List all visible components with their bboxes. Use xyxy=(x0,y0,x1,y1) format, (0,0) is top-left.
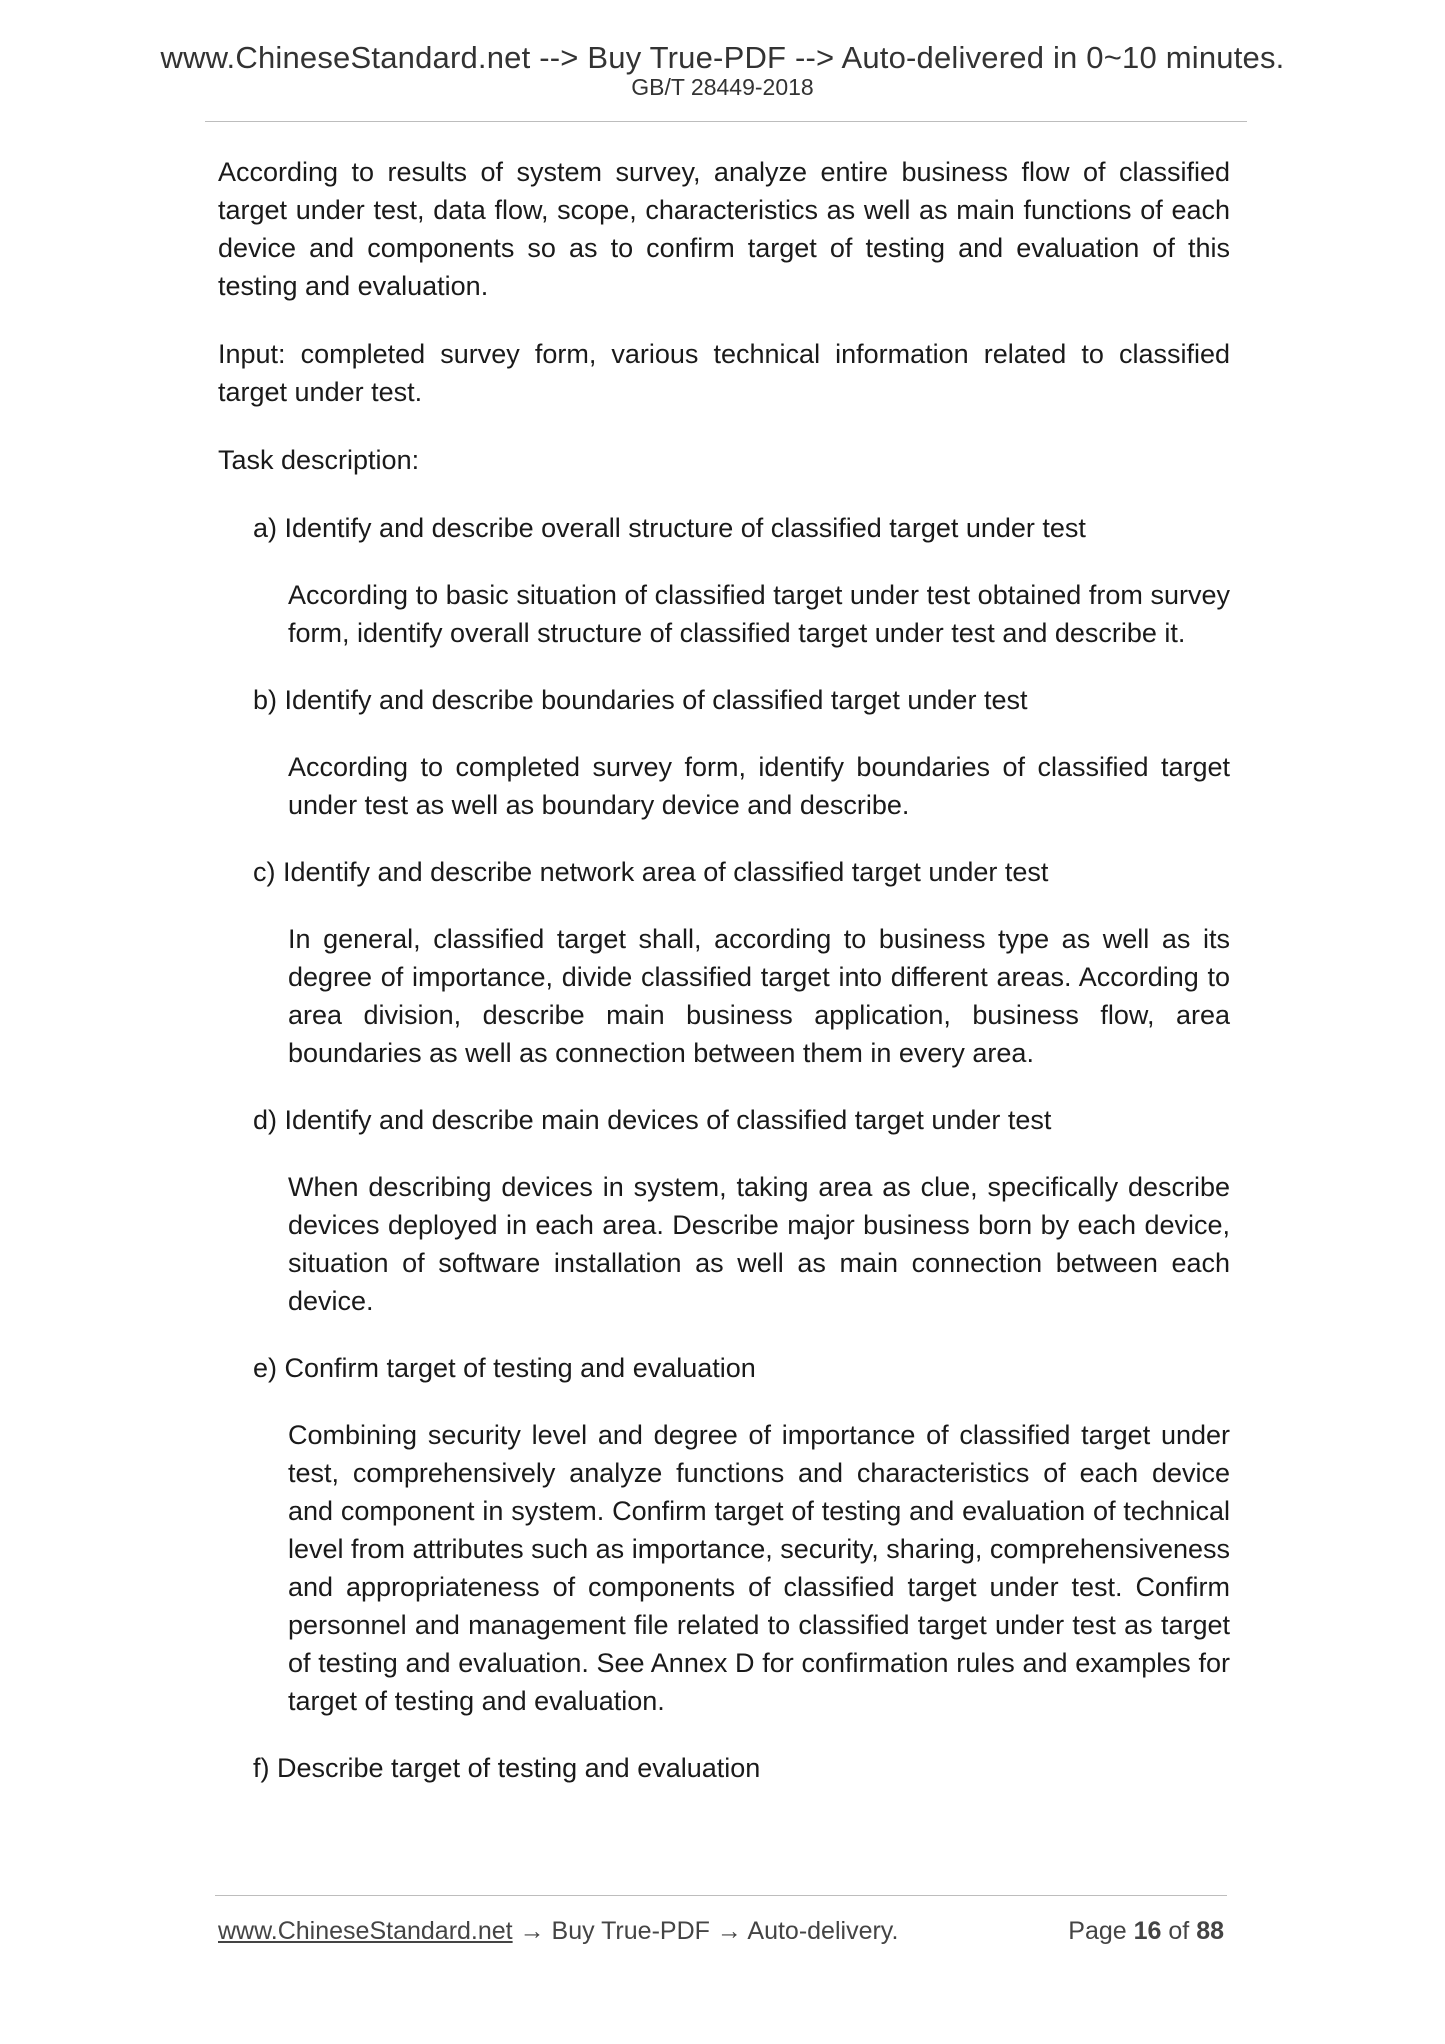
input-paragraph: Input: completed survey form, various technical information related to classified target under test. xyxy=(218,339,1230,407)
page-indicator xyxy=(1068,1917,1224,1946)
page-label: Page xyxy=(1068,1917,1127,1945)
standard-code: GB/T 28449-2018 xyxy=(631,74,814,100)
document-body xyxy=(218,153,1230,1816)
footer-site-link[interactable]: www.ChineseStandard.net xyxy=(218,1917,513,1945)
list-item-b-heading: b) Identify and describe boundaries of classified target under test xyxy=(253,685,1028,715)
list-item-f-heading: f) Describe target of testing and evaluation xyxy=(253,1753,761,1783)
task-description-label: Task description: xyxy=(218,445,420,475)
header-divider xyxy=(205,121,1247,122)
site-banner: www.ChineseStandard.net --> Buy True-PDF --> Auto-delivered in 0~10 minutes. xyxy=(160,40,1285,75)
page-footer xyxy=(218,1917,1230,1946)
list-item-b-text: According to completed survey form, identify boundaries of classified target under test as well as boundary device and describe. xyxy=(288,752,1230,820)
footer-divider xyxy=(215,1895,1227,1896)
list-item-c-heading: c) Identify and describe network area of classified target under test xyxy=(253,857,1049,887)
list-item-d-heading: d) Identify and describe main devices of classified target under test xyxy=(253,1105,1052,1135)
page-total: 88 xyxy=(1196,1917,1224,1945)
intro-paragraph: According to results of system survey, analyze entire business flow of classified target under test, data flow, scope, characteristics as well as main functions of each device and components so as to confirm target of testing and evaluation of this testing and evaluation. xyxy=(218,157,1230,301)
page-of-label: of xyxy=(1168,1917,1190,1945)
list-item-d-text: When describing devices in system, taking area as clue, specifically describe devices deployed in each area. Describe major business born by each device, situation of software installation as well as main connection between each device. xyxy=(288,1172,1230,1316)
page-current: 16 xyxy=(1133,1917,1162,1945)
list-item-a-text: According to basic situation of classified target under test obtained from survey form, identify overall structure of classified target under test and describe it. xyxy=(288,580,1230,648)
list-item-a-heading: a) Identify and describe overall structure of classified target under test xyxy=(253,513,1086,543)
list-item-e-heading: e) Confirm target of testing and evaluation xyxy=(253,1353,756,1383)
footer-tagline: → Buy True-PDF → Auto-delivery. xyxy=(512,1917,899,1945)
list-item-c-text: In general, classified target shall, according to business type as well as its degree of importance, divide classified target into different areas. According to area division, describe main business application, business flow, area boundaries as well as connection between them in every area. xyxy=(288,924,1230,1068)
list-item-e-text: Combining security level and degree of importance of classified target under test, comprehensively analyze functions and characteristics of each device and component in system. Confirm target of testing and evaluation of technical level from attributes such as importance, security, sharing, comprehensiveness and appropriateness of components of classified target under test. Confirm personnel and management file related to classified target under test as target of testing and evaluation. See Annex D for confirmation rules and examples for target of testing and evaluation. xyxy=(288,1420,1230,1716)
